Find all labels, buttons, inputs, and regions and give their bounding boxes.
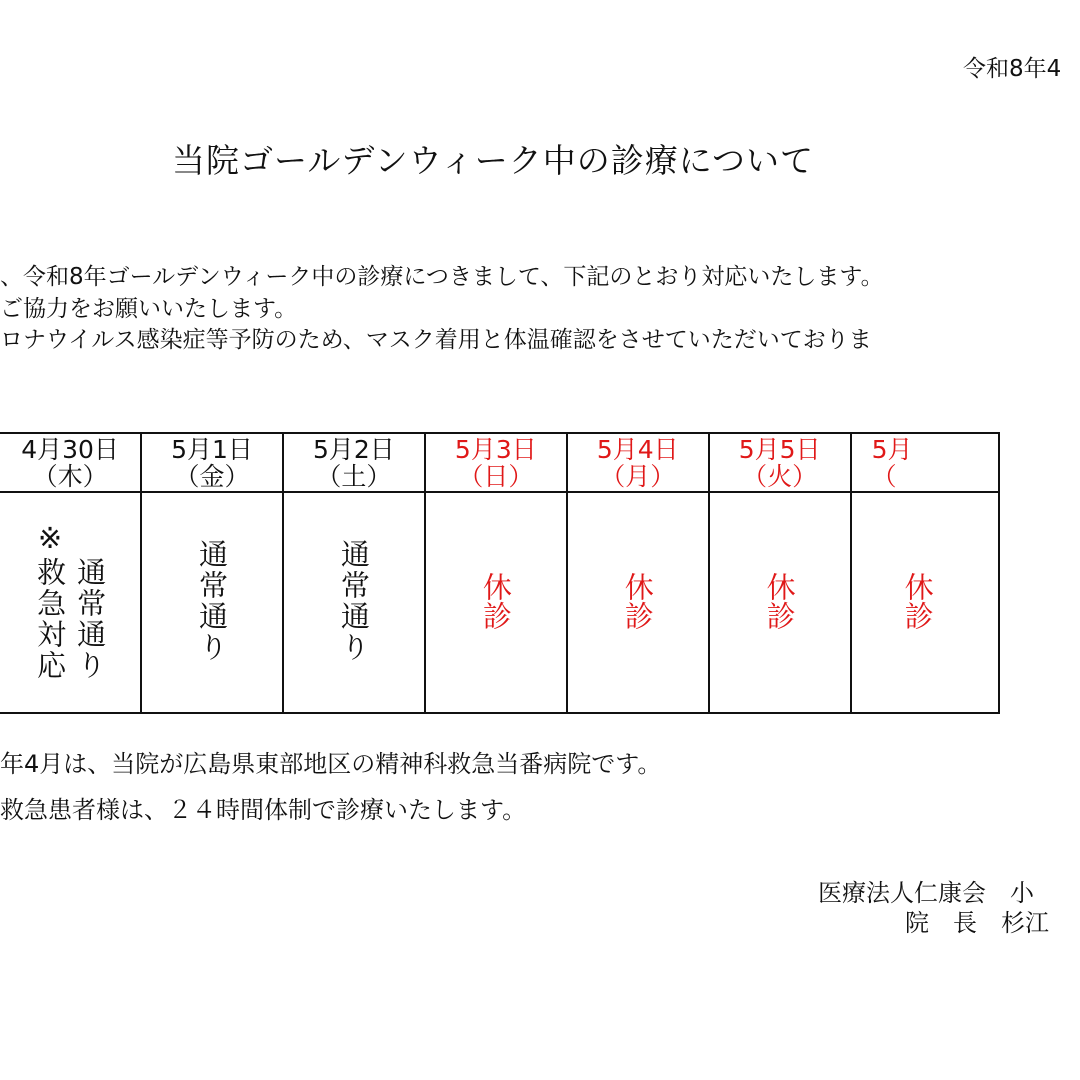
intro-line-3: ロナウイルス感染症等予防のため、マスク着用と体温確認をさせていただいておりま (0, 327, 872, 353)
day-header (851, 433, 999, 492)
day-header (0, 433, 141, 492)
day-weekday: （金） (174, 461, 250, 491)
status-text: 休診 (900, 571, 935, 630)
notice-date: 令和8年4 (963, 56, 1062, 82)
note-line-2: 救急患者様は、２４時間体制で診療いたします。 (0, 796, 527, 824)
intro-line-2: ご協力をお願いいたします。 (0, 296, 298, 322)
status-text: 休診 (762, 571, 797, 630)
day-status-cell (0, 492, 141, 713)
day-weekday: （ (871, 461, 897, 491)
status-text: 通常通り (73, 556, 108, 681)
signature-organization: 医療法人仁康会 小 (818, 879, 1034, 907)
intro-line-1: 、令和8年ゴールデンウィーク中の診療につきまして、下記のとおり対応いたします。 (0, 264, 884, 290)
day-date: 5月5日 (738, 434, 821, 464)
day-header (709, 433, 851, 492)
status-text: 通常通り (194, 538, 229, 663)
day-date: 4月30日 (21, 434, 119, 464)
day-status-cell (141, 492, 283, 713)
day-status-cell (709, 492, 851, 713)
day-date: 5月1日 (171, 434, 253, 464)
day-weekday: （日） (458, 461, 534, 491)
note-line-1: 年4月は、当院が広島県東部地区の精神科救急当番病院です。 (0, 750, 662, 778)
day-date: 5月4日 (596, 434, 679, 464)
day-weekday: （土） (316, 461, 392, 491)
day-header (567, 433, 709, 492)
day-header (425, 433, 567, 492)
schedule-status-row (0, 492, 999, 713)
day-weekday: （木） (32, 461, 108, 491)
day-header (141, 433, 283, 492)
day-header (283, 433, 425, 492)
day-status-cell (425, 492, 567, 713)
status-note: ※救急対応 (33, 520, 68, 681)
day-date: 5月3日 (454, 434, 537, 464)
signature-director: 院 長 杉江 (905, 909, 1049, 937)
schedule-header-row (0, 433, 999, 492)
status-text: 休診 (478, 571, 513, 630)
notice-title: 当院ゴールデンウィーク中の診療について (172, 141, 815, 180)
schedule-table (0, 432, 1000, 714)
day-status-cell (567, 492, 709, 713)
day-date: 5月2日 (313, 434, 395, 464)
day-date: 5月 (871, 434, 913, 464)
day-status-cell (851, 492, 999, 713)
day-weekday: （火） (742, 461, 818, 491)
day-weekday: （月） (600, 461, 676, 491)
status-text: 休診 (620, 571, 655, 630)
status-text: 通常通り (336, 538, 371, 663)
day-status-cell (283, 492, 425, 713)
